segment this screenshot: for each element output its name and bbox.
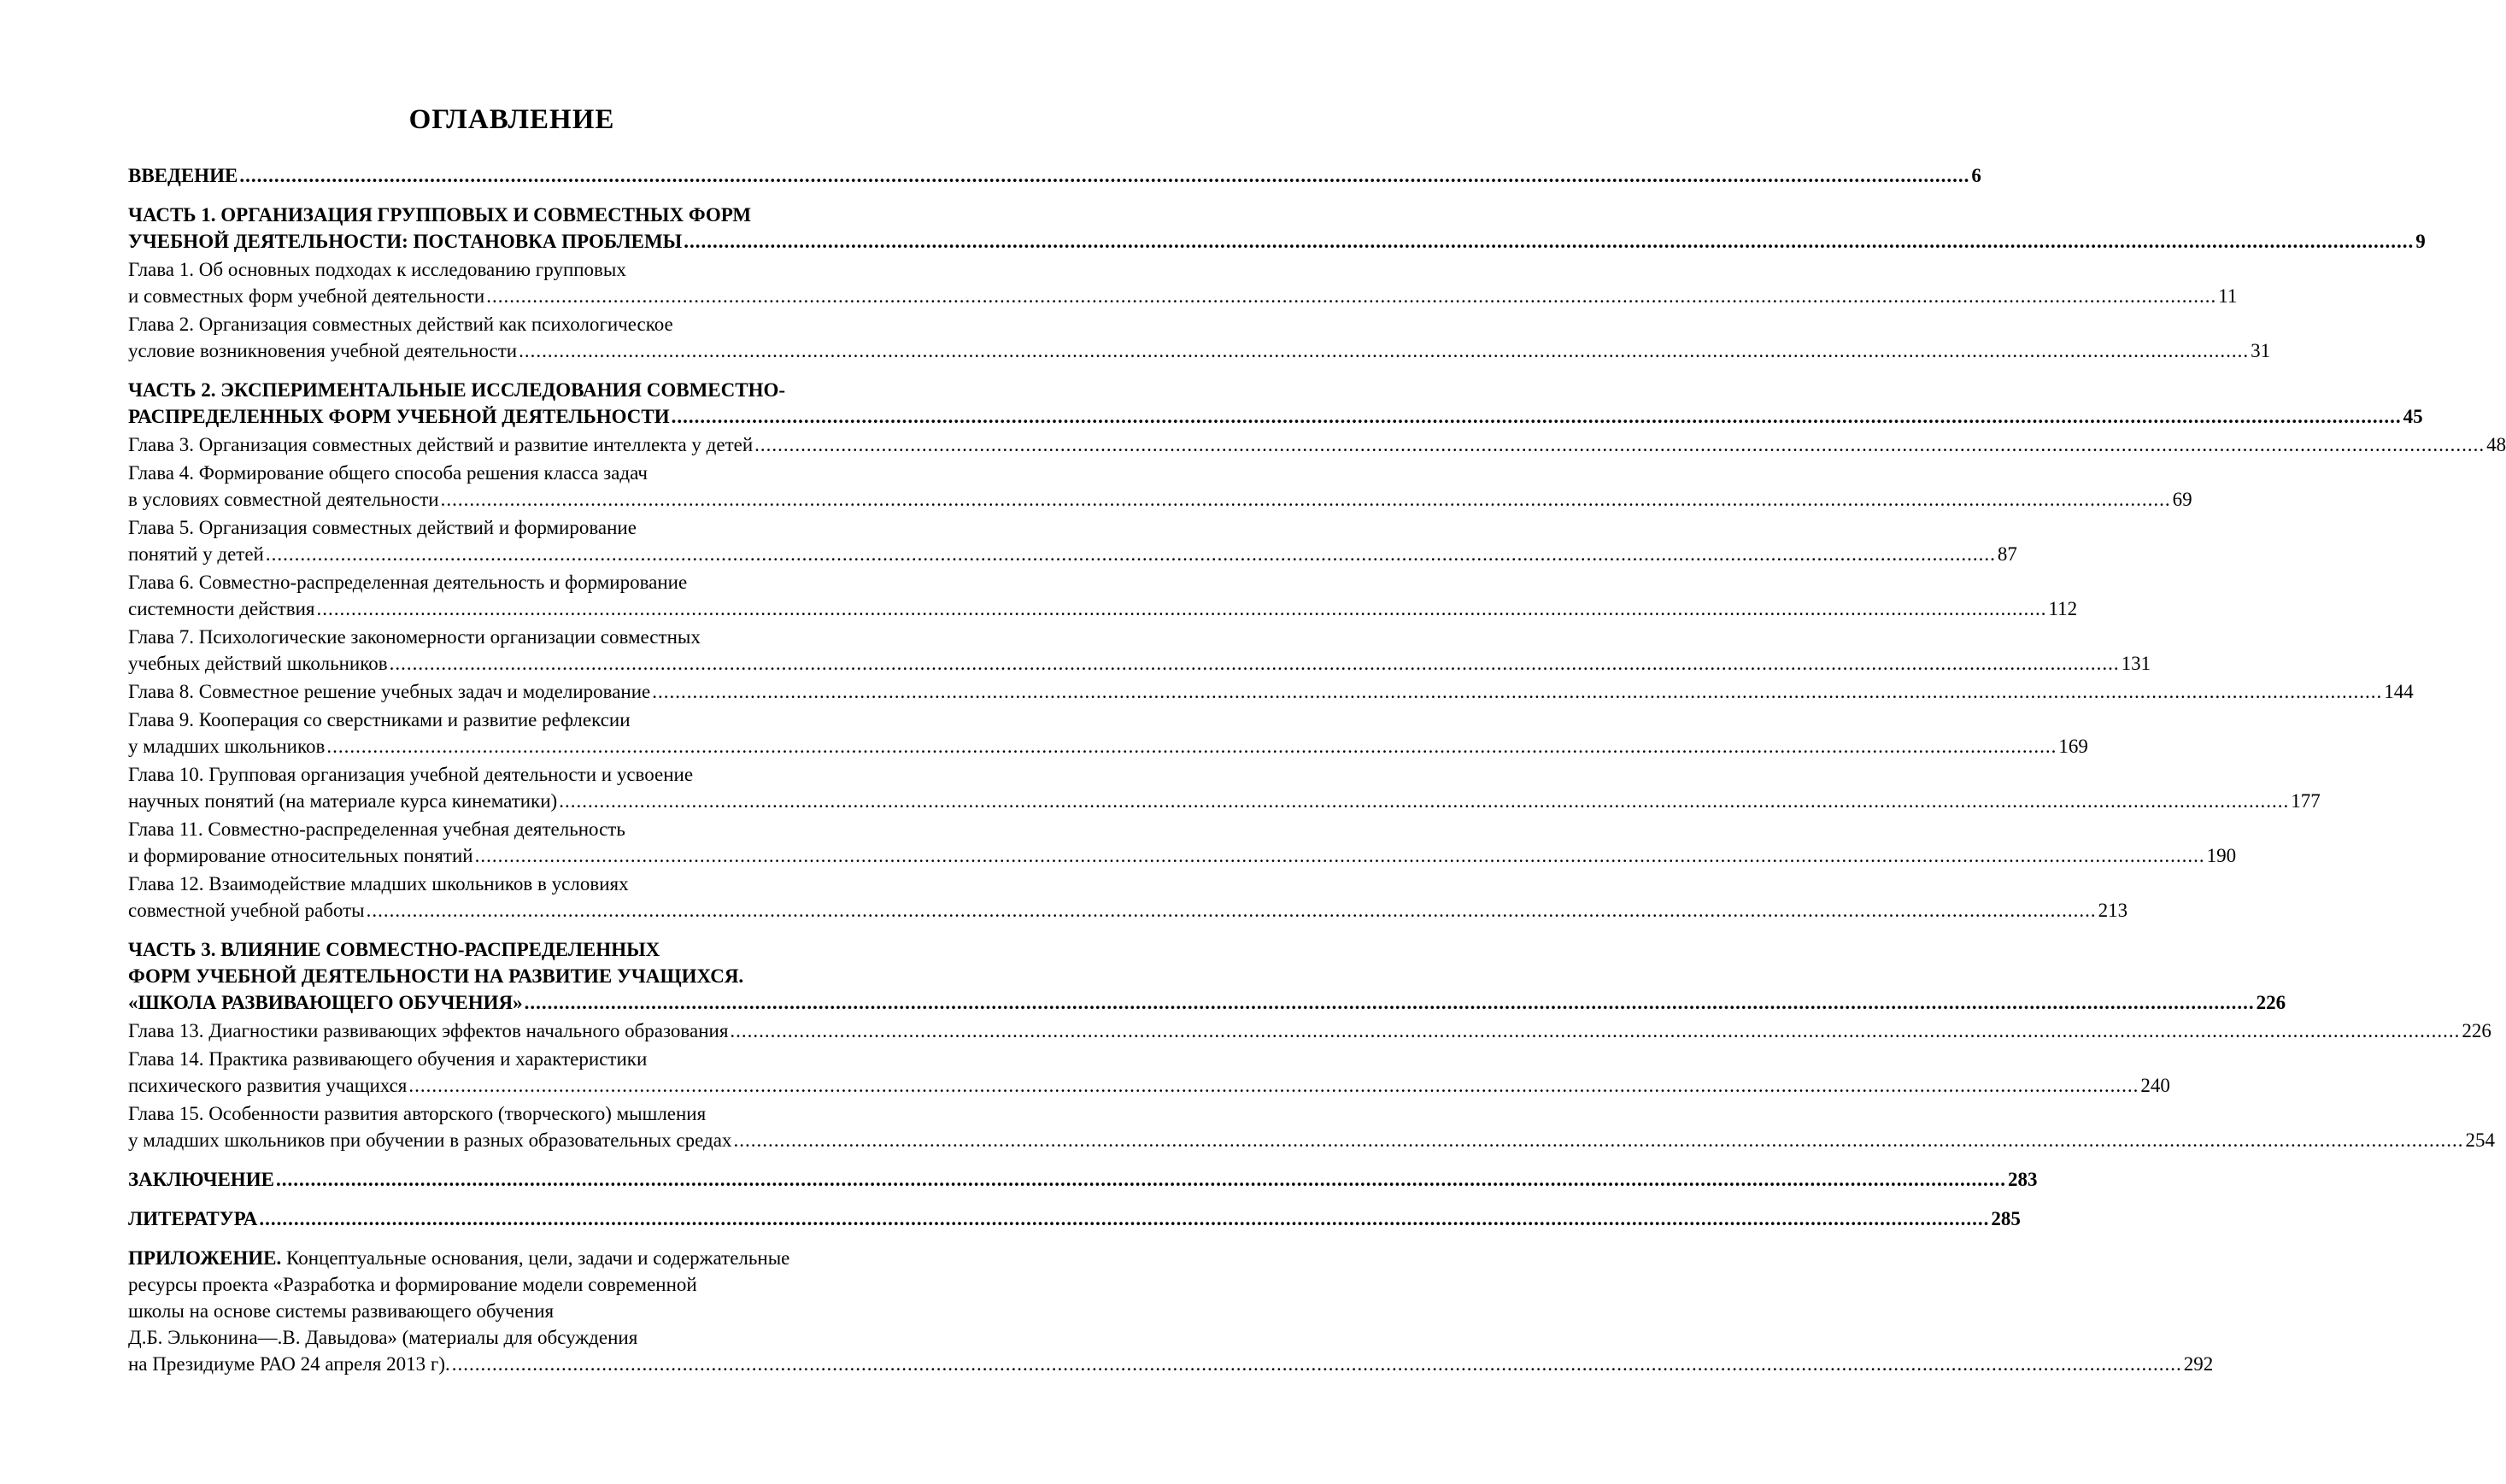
entry-last-line <box>128 842 2237 869</box>
page-number: 31 <box>2251 340 2271 361</box>
toc-chapter-entry <box>128 569 2078 622</box>
page-number: 190 <box>2206 845 2237 866</box>
dot-leader: ............................................................................................................................................................................................................................................................................................................ <box>671 406 2402 427</box>
appendix-first-line <box>128 1245 895 1271</box>
entry-last-line <box>128 403 2423 430</box>
page-number: 213 <box>2098 900 2128 921</box>
toc-chapter-entry <box>128 514 2017 567</box>
dot-leader: ............................................................................................................................................................................................................................................................................................................ <box>239 165 1970 186</box>
page-number: 131 <box>2121 653 2151 674</box>
entry-title-text: Глава 13. Диагностики развивающих эффектов начального образования <box>128 1020 729 1041</box>
dot-leader: ............................................................................................................................................................................................................................................................................................................ <box>559 790 2290 812</box>
entry-last-line <box>128 650 2151 677</box>
entry-title-text: Глава 8. Совместное решение учебных задач и моделирование <box>128 681 651 702</box>
entry-title-text: ВВЕДЕНИЕ <box>128 165 238 186</box>
page-number: 226 <box>2256 992 2286 1013</box>
entry-title-line: Глава 9. Кооперация со сверстниками и развитие рефлексии <box>128 709 631 730</box>
entry-last-line <box>128 1072 2170 1099</box>
appendix-first-rest: Концептуальные основания, цели, задачи и содержательные <box>281 1247 790 1269</box>
page-number: 292 <box>2183 1353 2214 1375</box>
entry-title-line: ЧАСТЬ 3. ВЛИЯНИЕ СОВМЕСТНО-РАСПРЕДЕЛЕННЫХ <box>128 939 660 960</box>
entry-title-text: РАСПРЕДЕЛЕННЫХ ФОРМ УЧЕБНОЙ ДЕЯТЕЛЬНОСТИ <box>128 406 670 427</box>
dot-leader: ............................................................................................................................................................................................................................................................................................................ <box>730 1020 2461 1041</box>
entry-title-text: УЧЕБНОЙ ДЕЯТЕЛЬНОСТИ: ПОСТАНОВКА ПРОБЛЕМЫ <box>128 231 683 252</box>
entry-last-line <box>128 1018 2491 1044</box>
entry-title-text: системности действия <box>128 598 315 619</box>
toc-chapter-entry <box>128 1018 2491 1044</box>
entry-title-text: в условиях совместной деятельности <box>128 489 439 510</box>
entry-title-text: совместной учебной работы <box>128 900 365 921</box>
dot-leader: ............................................................................................................................................................................................................................................................................................................ <box>366 900 2097 921</box>
dot-leader: ............................................................................................................................................................................................................................................................................................................ <box>474 845 2205 866</box>
entry-title-text: учебных действий школьников <box>128 653 388 674</box>
entry-last-line <box>128 1166 2038 1193</box>
toc-chapter-entry <box>128 256 2238 309</box>
dot-leader: ............................................................................................................................................................................................................................................................................................................ <box>265 543 1996 565</box>
entry-title-line: Глава 12. Взаимодействие младших школьников в условиях <box>128 873 629 895</box>
toc-chapter-entry <box>128 460 2192 513</box>
entry-last-line <box>128 989 2286 1016</box>
entry-title-text: ЗАКЛЮЧЕНИЕ <box>128 1169 274 1190</box>
page-title: ОГЛАВЛЕНИЕ <box>408 104 615 135</box>
entry-title-line: Глава 10. Групповая организация учебной деятельности и усвоение <box>128 764 694 785</box>
dot-leader: ............................................................................................................................................................................................................................................................................................................ <box>684 231 2415 252</box>
toc-appendix <box>128 1245 2214 1377</box>
entry-title-text: и совместных форм учебной деятельности <box>128 285 485 307</box>
toc-list <box>128 162 2506 1232</box>
entry-last-line <box>128 162 1981 189</box>
toc-page <box>128 103 2506 1379</box>
entry-title-line: Глава 15. Особенности развития авторского (творческого) мышления <box>128 1103 707 1124</box>
appendix-line: Д.Б. Эльконина—.В. Давыдова» (материалы для обсуждения <box>128 1327 638 1348</box>
entry-last-line <box>128 788 2321 814</box>
entry-title-text: Глава 3. Организация совместных действий и развитие интеллекта у детей <box>128 434 754 455</box>
entry-last-line <box>128 595 2078 622</box>
page-number: 11 <box>2218 285 2238 307</box>
toc-chapter-entry <box>128 816 2237 869</box>
entry-title-text: «ШКОЛА РАЗВИВАЮЩЕГО ОБУЧЕНИЯ» <box>128 992 523 1013</box>
entry-title-line: Глава 14. Практика развивающего обучения и характеристики <box>128 1048 648 1070</box>
toc-chapter-entry <box>128 311 2271 364</box>
entry-title-text: у младших школьников при обучении в разных образовательных средах <box>128 1129 732 1151</box>
dot-leader: ............................................................................................................................................................................................................................................................................................................ <box>275 1169 2006 1190</box>
toc-chapter-entry <box>128 1100 2495 1153</box>
toc-part-entry <box>128 202 2426 255</box>
appendix-line: школы на основе системы развивающего обучения <box>128 1300 555 1322</box>
entry-title-line: Глава 6. Совместно-распределенная деятельность и формирование <box>128 572 688 593</box>
toc-chapter-entry <box>128 707 2088 760</box>
toc-part-entry <box>128 1166 2038 1193</box>
entry-last-line <box>128 337 2271 364</box>
dot-leader: ............................................................................................................................................................................................................................................................................................................ <box>408 1075 2139 1096</box>
dot-leader: ............................................................................................................................................................................................................................................................................................................ <box>259 1208 1990 1229</box>
entry-last-line <box>128 228 2426 255</box>
entry-title-line: Глава 5. Организация совместных действий и формирование <box>128 517 637 538</box>
entry-title-line: Глава 7. Психологические закономерности организации совместных <box>128 626 701 648</box>
toc-part-entry <box>128 377 2423 430</box>
toc-part-entry <box>128 1205 2021 1232</box>
dot-leader: ............................................................................................................................................................................................................................................................................................................ <box>389 653 2120 674</box>
dot-leader: ............................................................................................................................................................................................................................................................................................................ <box>486 285 2217 307</box>
entry-title-line: ФОРМ УЧЕБНОЙ ДЕЯТЕЛЬНОСТИ НА РАЗВИТИЕ УЧАЩИХСЯ. <box>128 965 744 987</box>
page-number: 226 <box>2462 1020 2491 1041</box>
entry-last-line <box>128 1127 2495 1153</box>
page-number: 9 <box>2415 231 2426 252</box>
entry-title-line: ЧАСТЬ 2. ЭКСПЕРИМЕНТАЛЬНЫЕ ИССЛЕДОВАНИЯ СОВМЕСТНО- <box>128 379 786 401</box>
entry-last-line <box>128 486 2192 513</box>
page-number: 177 <box>2291 790 2321 812</box>
dot-leader: ............................................................................................................................................................................................................................................................................................................ <box>451 1353 2182 1375</box>
appendix-line: ресурсы проекта «Разработка и формирование модели современной <box>128 1274 697 1295</box>
dot-leader: ............................................................................................................................................................................................................................................................................................................ <box>519 340 2250 361</box>
entry-title-text: у младших школьников <box>128 736 326 757</box>
page-number: 144 <box>2384 681 2414 702</box>
toc-part-entry <box>128 936 2286 1016</box>
toc-chapter-entry <box>128 761 2321 814</box>
page-number: 169 <box>2058 736 2088 757</box>
toc-chapter-entry <box>128 624 2151 677</box>
entry-title-line: Глава 1. Об основных подходах к исследованию групповых <box>128 259 626 280</box>
dot-leader: ............................................................................................................................................................................................................................................................................................................ <box>733 1129 2464 1151</box>
page-number: 6 <box>1971 165 1981 186</box>
page-number: 254 <box>2465 1129 2495 1151</box>
dot-leader: ............................................................................................................................................................................................................................................................................................................ <box>652 681 2383 702</box>
entry-title-text: ЛИТЕРАТУРА <box>128 1208 258 1229</box>
toc-chapter-entry <box>128 678 2414 705</box>
appendix-last-text: на Президиуме РАО 24 апреля 2013 г). <box>128 1353 450 1375</box>
toc-chapter-entry <box>128 1046 2170 1099</box>
toc-chapter-entry <box>128 871 2128 924</box>
appendix-lead: ПРИЛОЖЕНИЕ. <box>128 1247 282 1269</box>
entry-last-line <box>128 283 2238 309</box>
entry-last-line <box>128 678 2414 705</box>
page-number: 45 <box>2403 406 2423 427</box>
dot-leader: ............................................................................................................................................................................................................................................................................................................ <box>326 736 2057 757</box>
entry-title-text: понятий у детей <box>128 543 264 565</box>
entry-last-line <box>128 733 2088 760</box>
appendix-last-line <box>128 1351 2214 1377</box>
entry-title-line: Глава 4. Формирование общего способа решения класса задач <box>128 462 648 484</box>
page-number: 240 <box>2140 1075 2170 1096</box>
entry-last-line <box>128 431 2506 458</box>
dot-leader: ............................................................................................................................................................................................................................................................................................................ <box>316 598 2047 619</box>
page-number: 69 <box>2172 489 2192 510</box>
dot-leader: ............................................................................................................................................................................................................................................................................................................ <box>440 489 2171 510</box>
toc-part-entry <box>128 162 1981 189</box>
page-number: 48 <box>2486 434 2506 455</box>
page-number: 112 <box>2048 598 2078 619</box>
entry-last-line <box>128 1205 2021 1232</box>
entry-title-line: Глава 2. Организация совместных действий как психологическое <box>128 314 673 335</box>
dot-leader: ............................................................................................................................................................................................................................................................................................................ <box>754 434 2485 455</box>
dot-leader: ............................................................................................................................................................................................................................................................................................................ <box>524 992 2255 1013</box>
entry-title-line: Глава 11. Совместно-распределенная учебная деятельность <box>128 818 625 840</box>
entry-title-line: ЧАСТЬ 1. ОРГАНИЗАЦИЯ ГРУППОВЫХ И СОВМЕСТНЫХ ФОРМ <box>128 204 752 226</box>
page-number: 87 <box>1997 543 2017 565</box>
entry-title-text: условие возникновения учебной деятельности <box>128 340 518 361</box>
toc-chapter-entry <box>128 431 2506 458</box>
entry-last-line <box>128 541 2017 567</box>
page-number: 285 <box>1991 1208 2021 1229</box>
entry-title-text: и формирование относительных понятий <box>128 845 473 866</box>
page-number: 283 <box>2007 1169 2038 1190</box>
entry-title-text: научных понятий (на материале курса кинематики) <box>128 790 558 812</box>
entry-title-text: психического развития учащихся <box>128 1075 408 1096</box>
entry-last-line <box>128 897 2128 924</box>
